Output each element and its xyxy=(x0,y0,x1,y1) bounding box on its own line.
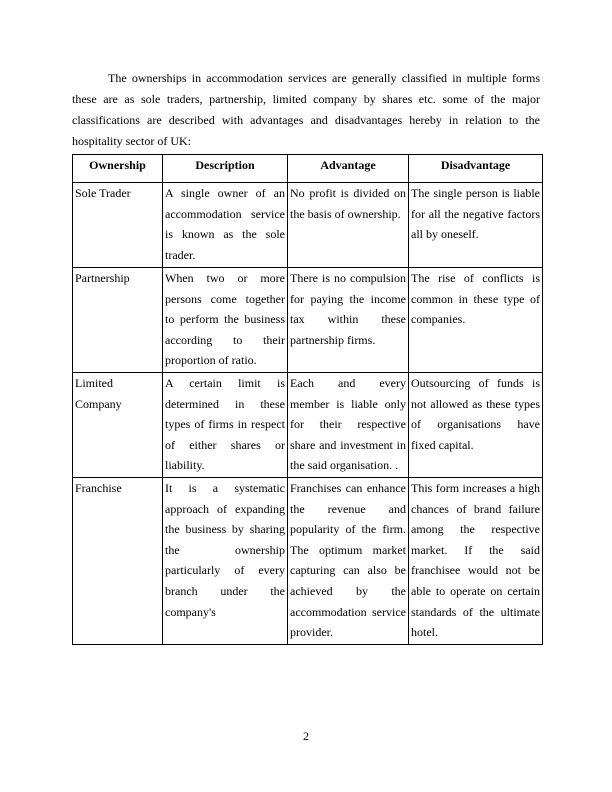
cell-description: A single owner of an accommodation service is known as the sole trader. xyxy=(163,183,288,268)
cell-advantage: Franchises can enhance the revenue and popularity of the firm. The optimum market capturing can also be achieved by the accommodation service provider. xyxy=(288,478,409,645)
cell-disadvantage: The rise of conflicts is common in these type of companies. xyxy=(409,268,543,373)
cell-description: It is a systematic approach of expanding the business by sharing the ownership particularly of every branch under the company's xyxy=(163,478,288,645)
cell-description: When two or more persons come together to perform the business according to their proportion of ratio. xyxy=(163,268,288,373)
ownership-table xyxy=(72,154,543,645)
table-row-limited-company xyxy=(73,373,543,478)
intro-paragraph: The ownerships in accommodation services are generally classified in multiple forms these are as sole traders, partnership, limited company by shares etc. some of the major classifications are described with advantages and disadvantages hereby in relation to the hospitality sector of UK: xyxy=(72,71,540,148)
cell-description: A certain limit is determined in these types of firms in respect of either shares or liability. xyxy=(163,373,288,478)
cell-disadvantage: Outsourcing of funds is not allowed as these types of organisations have fixed capital. xyxy=(409,373,543,478)
cell-ownership: Limited Company xyxy=(73,373,163,478)
table-row-franchise xyxy=(73,478,543,645)
header-description: Description xyxy=(163,155,288,183)
cell-disadvantage: The single person is liable for all the negative factors all by oneself. xyxy=(409,183,543,268)
cell-advantage: Each and every member is liable only for their respective share and investment in the said organisation. . xyxy=(288,373,409,478)
cell-ownership: Partnership xyxy=(73,268,163,373)
header-advantage: Advantage xyxy=(288,155,409,183)
cell-advantage: There is no compulsion for paying the income tax within these partnership firms. xyxy=(288,268,409,373)
header-ownership: Ownership xyxy=(73,155,163,183)
table-row-partnership xyxy=(73,268,543,373)
header-disadvantage: Disadvantage xyxy=(409,155,543,183)
cell-ownership: Franchise xyxy=(73,478,163,645)
cell-disadvantage: This form increases a high chances of brand failure among the respective market. If the said franchisee would not be able to operate on certain standards of the ultimate hotel. xyxy=(409,478,543,645)
table-header-row xyxy=(73,155,543,183)
cell-advantage: No profit is divided on the basis of ownership. xyxy=(288,183,409,268)
table-row-sole-trader xyxy=(73,183,543,268)
cell-ownership: Sole Trader xyxy=(73,183,163,268)
page-number: 2 xyxy=(303,729,309,743)
